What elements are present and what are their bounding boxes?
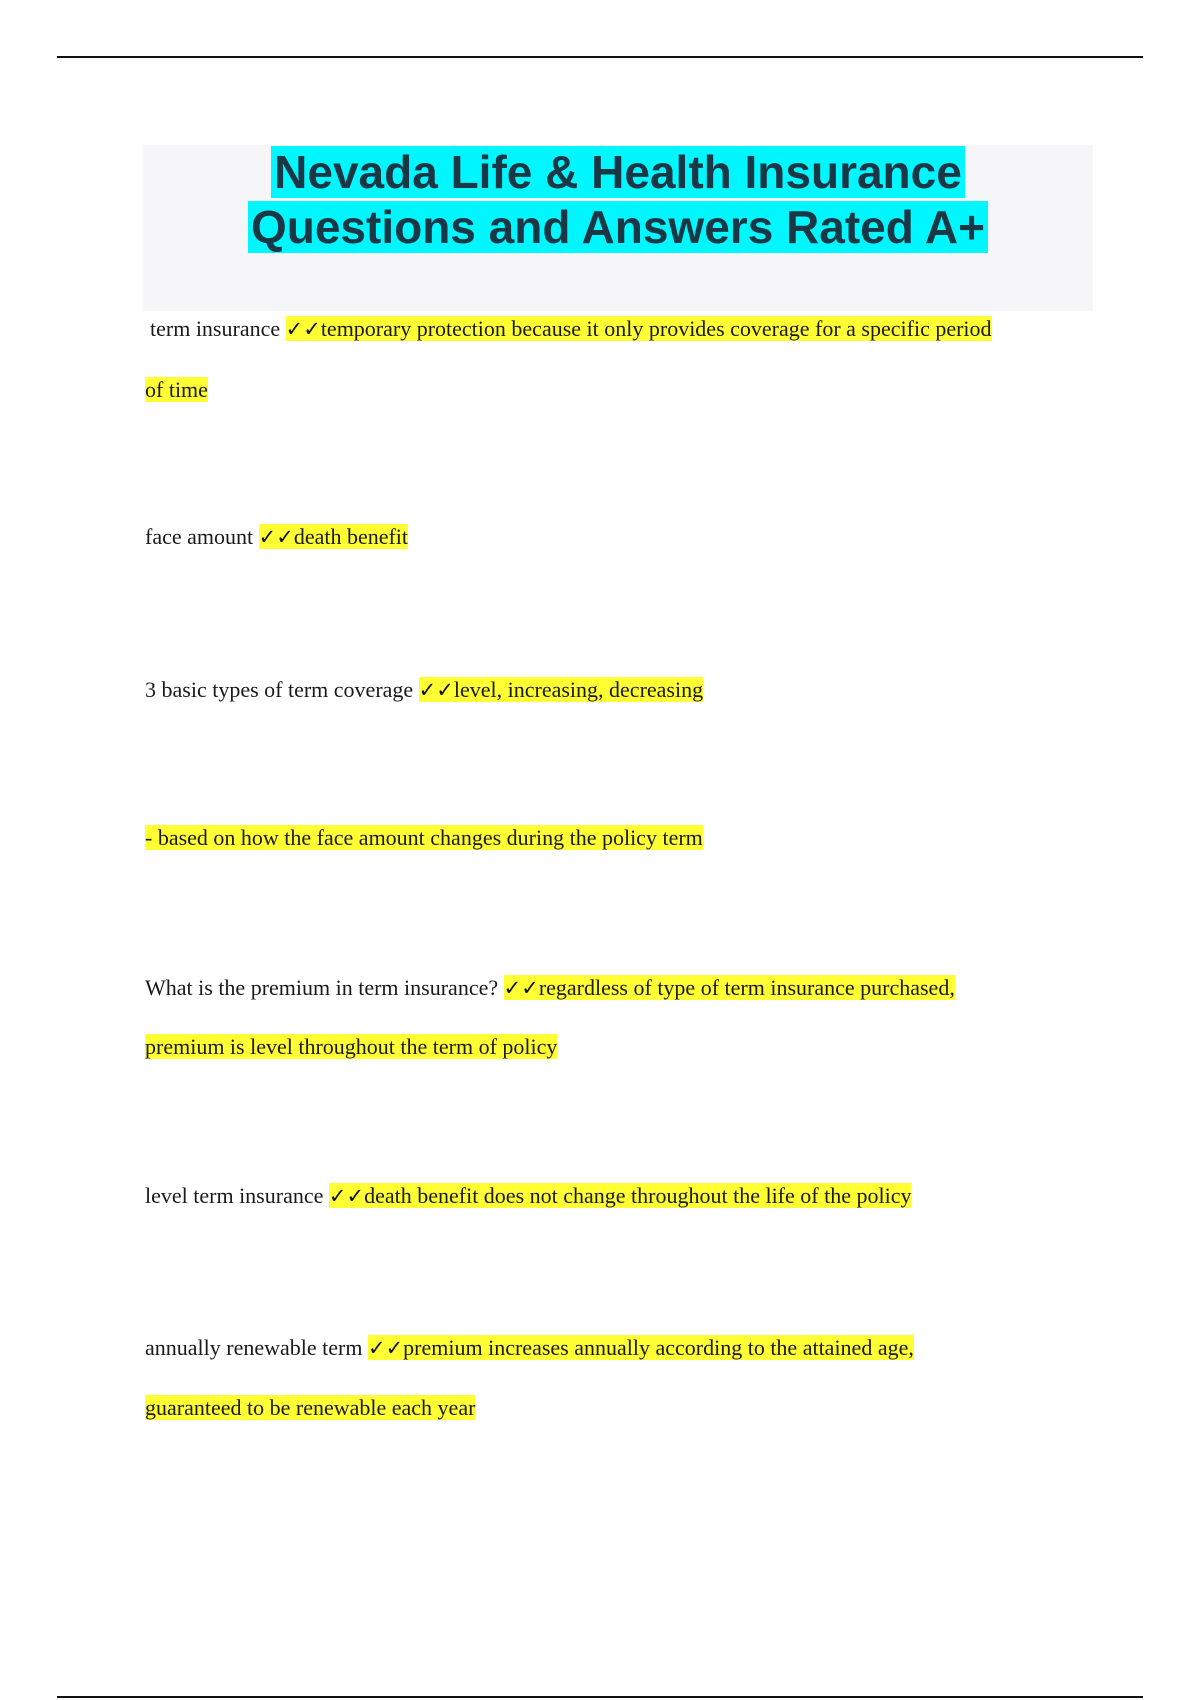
qa-item-premium [145, 973, 955, 1003]
question-text: term insurance [150, 316, 281, 341]
answer-text-continued: of time [145, 377, 208, 402]
answer-text: temporary protection because it only provides coverage for a specific period [320, 316, 992, 341]
title-line-1: Nevada Life & Health Insurance [271, 146, 965, 198]
qa-continuation [145, 823, 703, 853]
answer-highlight [504, 975, 955, 1000]
answer-text: regardless of type of term insurance purchased, [538, 975, 955, 1000]
answer-highlight [329, 1183, 912, 1208]
double-check-icon: ✓✓ [367, 1336, 404, 1360]
question-text: face amount [145, 524, 254, 549]
double-check-icon: ✓✓ [418, 678, 454, 702]
answer-highlight [368, 1335, 914, 1360]
answer-text: premium increases annually according to the attained age, [403, 1335, 914, 1360]
qa-item-term-insurance [150, 314, 992, 344]
document-title [143, 145, 1093, 255]
double-check-icon: ✓✓ [328, 1184, 365, 1208]
answer-text: death benefit [293, 524, 409, 549]
answer-highlight [259, 524, 408, 549]
qa-continuation [145, 1032, 557, 1062]
answer-text: death benefit does not change throughout the life of the policy [364, 1183, 912, 1208]
answer-text-continued: - based on how the face amount changes during the policy term [145, 825, 703, 850]
bottom-rule [57, 1696, 1143, 1698]
qa-continuation [145, 375, 208, 405]
double-check-icon: ✓✓ [285, 317, 321, 341]
double-check-icon: ✓✓ [503, 976, 539, 1000]
qa-continuation [145, 1393, 475, 1423]
title-line-2: Questions and Answers Rated A+ [248, 201, 988, 253]
question-text: level term insurance [145, 1183, 324, 1208]
top-rule [57, 56, 1143, 58]
qa-item-term-coverage-types [145, 675, 703, 705]
question-text: What is the premium in term insurance? [145, 975, 499, 1000]
answer-text-continued: premium is level throughout the term of policy [145, 1034, 558, 1059]
answer-text-continued: guaranteed to be renewable each year [145, 1395, 476, 1420]
qa-item-level-term [145, 1181, 911, 1211]
answer-highlight [419, 677, 703, 702]
question-text: annually renewable term [145, 1335, 363, 1360]
double-check-icon: ✓✓ [258, 525, 294, 549]
qa-item-face-amount [145, 522, 408, 552]
answer-text: level, increasing, decreasing [453, 677, 704, 702]
question-text: 3 basic types of term coverage [145, 677, 414, 702]
qa-item-annually-renewable-term [145, 1333, 914, 1363]
answer-highlight [286, 316, 992, 341]
